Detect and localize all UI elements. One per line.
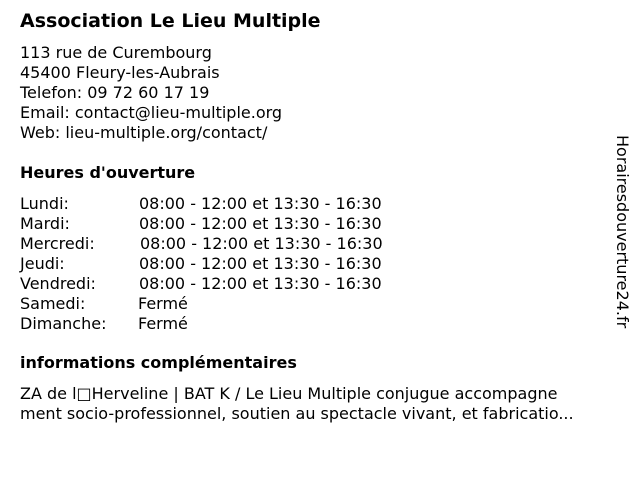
address-city: 45400 Fleury-les-Aubrais: [20, 63, 220, 82]
day-hours: 08:00 - 12:00 et 13:30 - 16:30: [139, 214, 382, 233]
day-label: Mardi:: [20, 214, 70, 233]
site-watermark: Horairesdouverture24.fr: [613, 135, 632, 329]
day-hours: Fermé: [138, 294, 188, 313]
business-name: Association Le Lieu Multiple: [20, 10, 321, 32]
day-hours: 08:00 - 12:00 et 13:30 - 16:30: [139, 194, 382, 213]
info-description: [20, 384, 625, 424]
address-street: 113 rue de Curembourg: [20, 43, 212, 62]
phone-number[interactable]: Telefon: 09 72 60 17 19: [20, 83, 210, 102]
day-hours: 08:00 - 12:00 et 13:30 - 16:30: [140, 234, 383, 253]
info-heading: informations complémentaires: [20, 353, 297, 372]
hours-heading: Heures d'ouverture: [20, 163, 196, 182]
day-hours: 08:00 - 12:00 et 13:30 - 16:30: [139, 254, 382, 273]
website-url[interactable]: Web: lieu-multiple.org/contact/: [20, 123, 268, 142]
day-label: Jeudi:: [20, 254, 65, 273]
day-label: Samedi:: [20, 294, 86, 313]
day-label: Lundi:: [20, 194, 69, 213]
day-label: Dimanche:: [20, 314, 107, 333]
email-address[interactable]: Email: contact@lieu-multiple.org: [20, 103, 283, 122]
day-label: Vendredi:: [20, 274, 96, 293]
day-hours: 08:00 - 12:00 et 13:30 - 16:30: [139, 274, 382, 293]
info-line: ZA de l□Herveline | BAT K / Le Lieu Multiple conjugue accompagne: [20, 384, 558, 403]
contact-block: [20, 43, 282, 143]
info-line: ment socio-professionnel, soutien au spectacle vivant, et fabricatio...: [20, 404, 574, 423]
day-hours: Fermé: [138, 314, 188, 333]
day-label: Mercredi:: [20, 234, 95, 253]
